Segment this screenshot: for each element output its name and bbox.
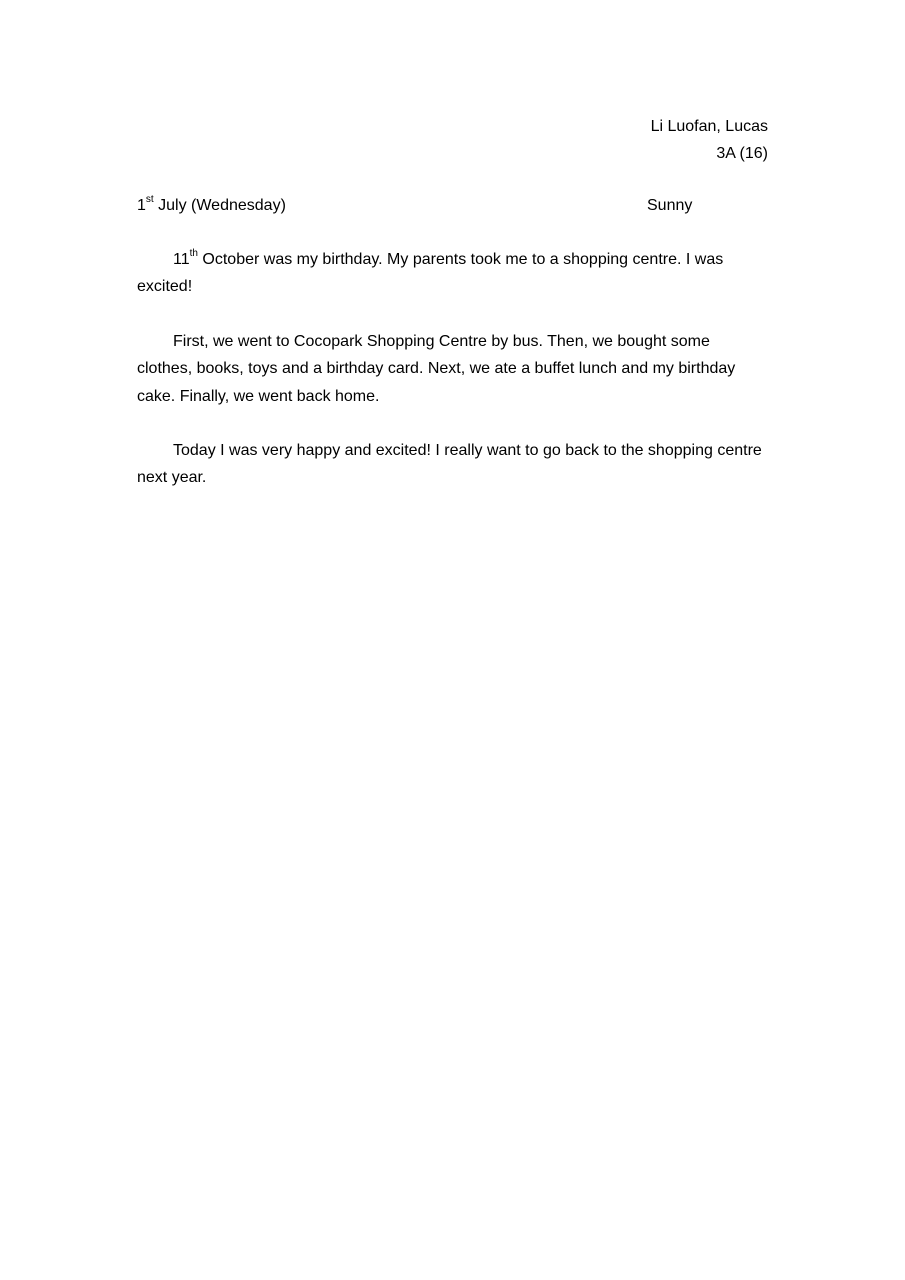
author-name: Li Luofan, Lucas bbox=[650, 118, 768, 135]
paragraph-2: First, we went to Cocopark Shopping Centre by bus. Then, we bought some clothes, books, toys and a birthday card. Next, we ate a buffet lunch and my birthday cake. Finally, we went back home. bbox=[137, 333, 736, 405]
date-month-day: July (Wednesday) bbox=[153, 197, 286, 214]
diary-date bbox=[137, 194, 286, 218]
date-weather-line bbox=[137, 194, 768, 218]
date-ordinal-suffix: st bbox=[145, 194, 154, 205]
author-block bbox=[651, 113, 768, 167]
p1-ordinal-suffix: th bbox=[189, 248, 198, 259]
date-number: 1 bbox=[137, 197, 146, 214]
weather-label: Sunny bbox=[647, 197, 693, 214]
paragraph-1 bbox=[137, 246, 768, 301]
p1-text: October was my birthday. My parents took me to a shopping centre. I was excited! bbox=[137, 251, 724, 296]
p1-day-number: 11 bbox=[173, 251, 190, 268]
class-number: 3A (16) bbox=[716, 145, 768, 162]
paragraph-3: Today I was very happy and excited! I really want to go back to the shopping centre next year. bbox=[137, 442, 762, 487]
